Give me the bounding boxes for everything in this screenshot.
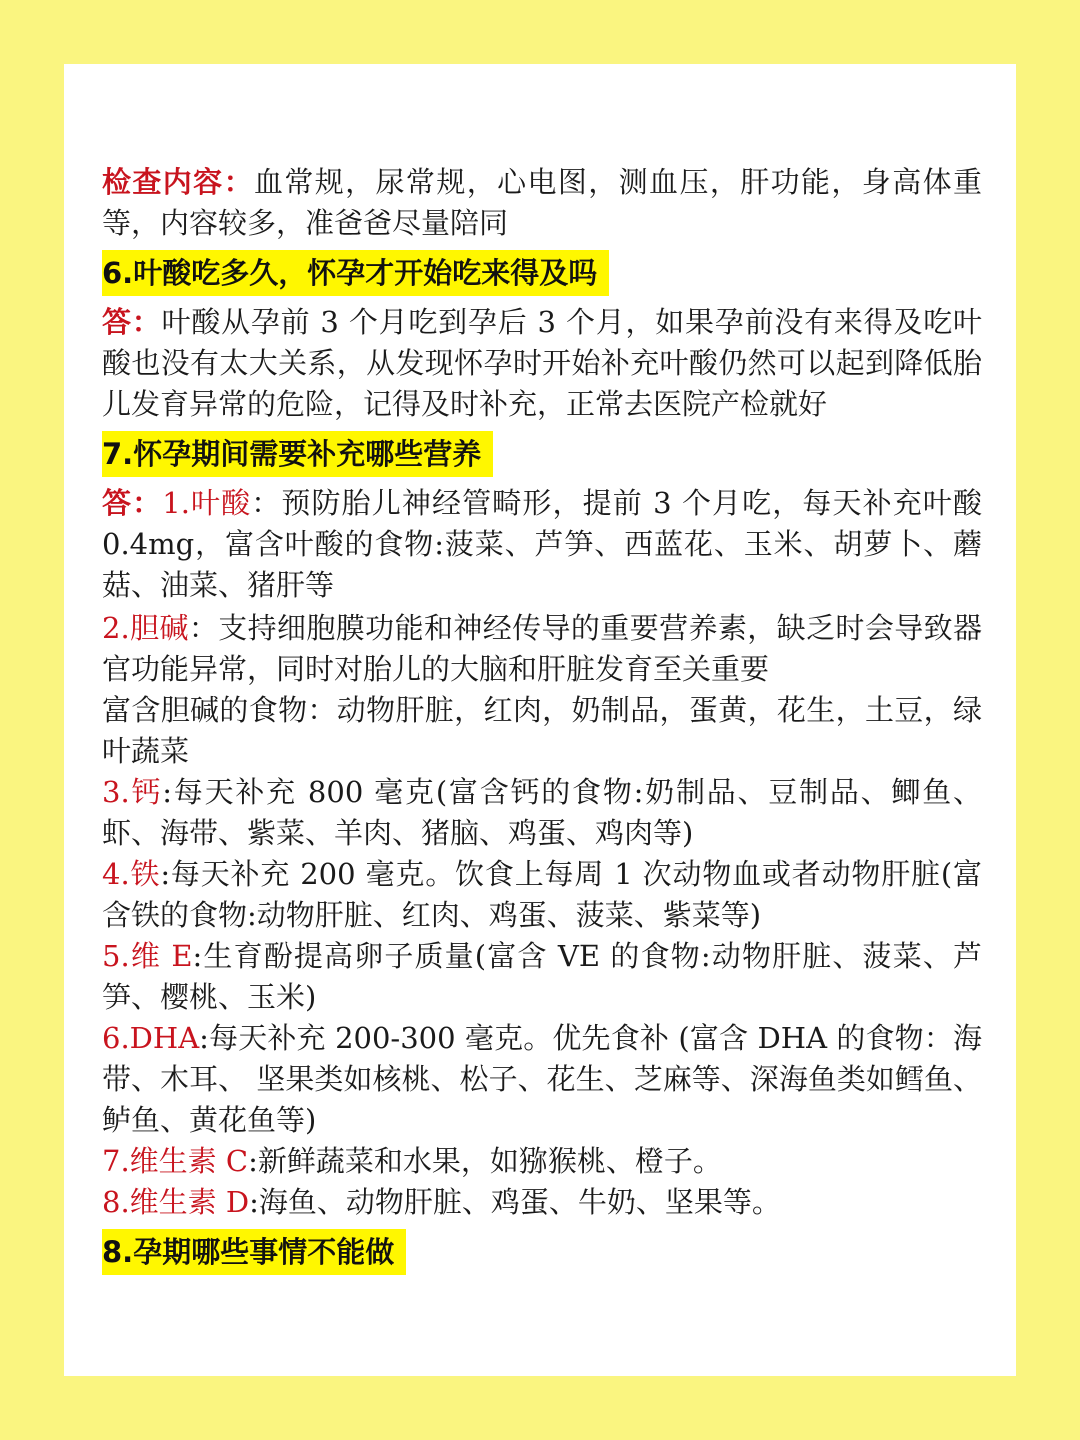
nutrient-text: :新鲜蔬菜和水果，如猕猴桃、橙子。 [248,1144,722,1178]
nutrient-label: 2.胆碱 [102,611,189,645]
nutrient-item-dha [102,1018,982,1141]
question-6-answer-label: 答： [102,305,162,339]
intro-paragraph [102,162,982,244]
nutrient-text: 富含胆碱的食物：动物肝脏，红肉，奶制品，蛋黄，花生，土豆，绿叶蔬菜 [102,693,982,768]
nutrient-item-vitamin-e [102,936,982,1018]
nutrient-label: 5.维 E [102,939,193,973]
nutrient-label: 1.叶酸 [162,486,252,520]
question-8-heading: 8.孕期哪些事情不能做 [102,1229,406,1275]
intro-label: 检查内容： [102,165,254,199]
content-card [64,64,1016,1376]
nutrient-text: :每天补充 200 毫克。饮食上每周 1 次动物血或者动物肝脏(富含铁的食物:动物肝脏、红肉、鸡蛋、菠菜、紫菜等) [102,857,982,932]
nutrient-label: 3.钙 [102,775,163,809]
nutrient-text: :生育酚提高卵子质量(富含 VE 的食物:动物肝脏、菠菜、芦笋、樱桃、玉米) [102,939,982,1014]
question-6-answer [102,302,982,425]
nutrient-text: ：预防胎儿神经管畸形，提前 3 个月吃，每天补充叶酸 0.4mg，富含叶酸的食物:菠菜、芦笋、西蓝花、玉米、胡萝卜、蘑菇、油菜、猪肝等 [102,486,983,602]
nutrient-label: 8.维生素 D [102,1185,250,1219]
nutrient-text: :每天补充 800 毫克(富含钙的食物:奶制品、豆制品、鲫鱼、虾、海带、紫菜、羊肉、猪脑、鸡蛋、鸡肉等) [102,775,982,850]
nutrient-label: 7.维生素 C [102,1144,249,1178]
nutrient-text: :海鱼、动物肝脏、鸡蛋、牛奶、坚果等。 [249,1185,781,1219]
nutrient-item-vitamin-c [102,1141,982,1182]
question-6-answer-text: 叶酸从孕前 3 个月吃到孕后 3 个月，如果孕前没有来得及吃叶酸也没有太大关系，从发现怀孕时开始补充叶酸仍然可以起到降低胎儿发育异常的危险，记得及时补充，正常去医院产检就好 [102,305,982,421]
question-7-heading: 7.怀孕期间需要补充哪些营养 [102,431,493,477]
nutrient-item-choline [102,608,982,690]
nutrient-item-iron [102,854,982,936]
article-body [102,162,982,1281]
nutrient-item-calcium [102,772,982,854]
nutrient-item-folic-acid [102,483,982,606]
nutrient-label: 6.DHA [102,1021,200,1055]
nutrient-text: :每天补充 200-300 毫克。优先食补 (富含 DHA 的食物：海带、木耳、 坚果类如核桃、松子、花生、芝麻等、深海鱼类如鳕鱼、鲈鱼、黄花鱼等) [102,1021,982,1137]
question-7-answer-label: 答： [102,486,163,520]
question-6-heading: 6.叶酸吃多久，怀孕才开始吃来得及吗 [102,250,609,296]
nutrient-item-choline-foods [102,690,982,772]
intro-text: 血常规，尿常规，心电图，测血压，肝功能，身高体重等，内容较多，准爸爸尽量陪同 [102,165,982,240]
nutrient-text: ：支持细胞膜功能和神经传导的重要营养素，缺乏时会导致器官功能异常，同时对胎儿的大脑和肝脏发育至关重要 [102,611,982,686]
nutrient-label: 4.铁 [102,857,161,891]
nutrient-item-vitamin-d [102,1182,982,1223]
